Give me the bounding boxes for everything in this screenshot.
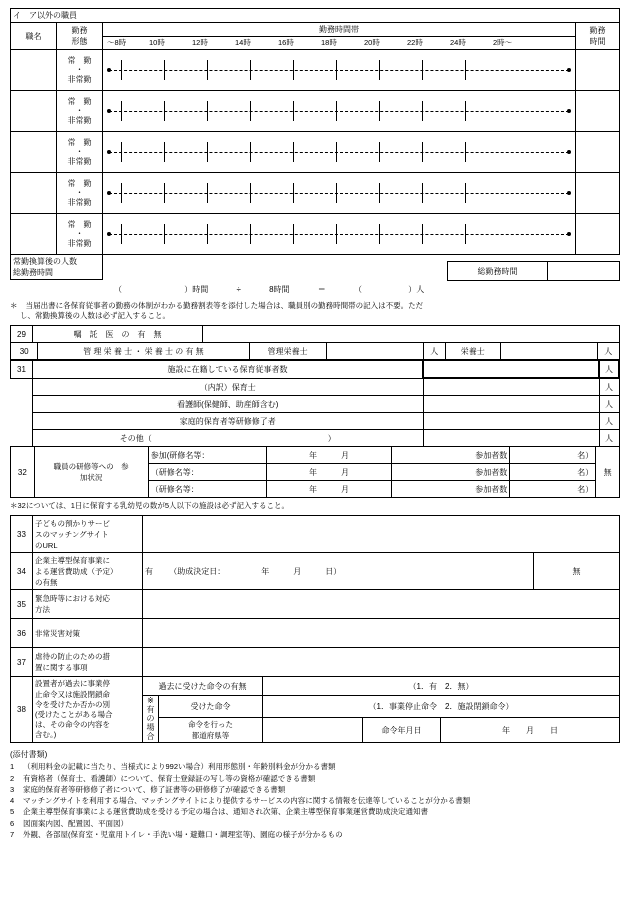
tick-label-8: 24時 bbox=[450, 38, 466, 47]
item-32-label: 職員の研修等への 参 加状況 bbox=[34, 447, 148, 498]
attachments-title: (添付書類) bbox=[10, 750, 48, 760]
band-tick bbox=[336, 60, 337, 80]
attachment-text: 外観、各部屋(保育室・児童用トイレ・手洗い場・避難口・調理室等)、園庭の様子が分かるもの bbox=[23, 829, 343, 839]
item-34-table bbox=[10, 552, 620, 590]
band-tick bbox=[379, 183, 380, 203]
item-36-number: 36 bbox=[11, 619, 33, 648]
attachment-text: 企業主導型保育事業による運営費助成を受ける予定の場合は、通知され次第、企業主導型保育事業運営費助成決定通知書 bbox=[23, 807, 428, 817]
attachment-number: 6 bbox=[10, 818, 15, 828]
section-title: イ ア以外の職員 bbox=[11, 9, 620, 23]
fte-label-line2: 総勤務時間 bbox=[13, 268, 53, 277]
band-tick bbox=[336, 183, 337, 203]
item-31-sub-numcell bbox=[11, 378, 33, 396]
band-tick bbox=[121, 142, 122, 162]
band-tick bbox=[207, 101, 208, 121]
item-30-number: 30 bbox=[11, 343, 38, 360]
header-job: 職名 bbox=[11, 23, 57, 50]
header-time-band: 勤務時間帯 bbox=[103, 23, 576, 37]
time-band[interactable] bbox=[103, 174, 575, 212]
item-31-sub-unit: 人 bbox=[599, 378, 619, 396]
band-tick bbox=[293, 142, 294, 162]
item-36-row bbox=[11, 619, 620, 648]
band-tick bbox=[422, 101, 423, 121]
time-band-cell[interactable] bbox=[103, 50, 576, 91]
band-tick bbox=[207, 224, 208, 244]
band-tick bbox=[164, 224, 165, 244]
item-31-sub-label: 看護師(保健師、助産師含む) bbox=[33, 396, 424, 413]
attachments-list bbox=[10, 761, 620, 840]
item-38-side-label: ※有 の場 合 bbox=[143, 696, 159, 743]
time-ticks bbox=[103, 37, 576, 50]
band-line bbox=[109, 152, 569, 153]
attachment-item bbox=[10, 829, 620, 840]
formula-spacer bbox=[10, 280, 102, 298]
band-tick bbox=[121, 60, 122, 80]
item-33-row bbox=[11, 516, 620, 553]
attachment-item bbox=[10, 761, 620, 772]
item-32-count-label-2: 参加者数 bbox=[391, 481, 509, 498]
time-band[interactable] bbox=[103, 92, 575, 130]
item-38-row3-sub-value[interactable]: 年 月 日 bbox=[441, 717, 620, 743]
item-31-label: 施設に在籍している保育従事者数 bbox=[33, 360, 424, 378]
item-30-row bbox=[11, 343, 620, 360]
item-32-date-1[interactable]: 年 月 bbox=[267, 464, 392, 481]
band-line bbox=[109, 111, 569, 112]
staff-row bbox=[11, 50, 620, 91]
work-hours-input[interactable] bbox=[576, 50, 620, 91]
work-hours-input[interactable] bbox=[576, 214, 620, 255]
item-31-sub-input[interactable] bbox=[423, 430, 599, 447]
fte-label-line1: 常勤換算後の人数 bbox=[13, 257, 77, 266]
band-tick bbox=[293, 224, 294, 244]
attachment-item bbox=[10, 784, 620, 795]
item-31-sub-unit: 人 bbox=[599, 413, 619, 430]
item-33-label: 子どもの預かりサービ スのマッチングサイト のURL bbox=[33, 516, 143, 553]
form-page bbox=[0, 8, 630, 911]
band-tick bbox=[422, 183, 423, 203]
note-1 bbox=[10, 301, 620, 321]
item-30-table bbox=[10, 342, 620, 360]
attachment-text: 家庭的保育者等研修修了者について、修了証書等の研修修了が確認できる書類 bbox=[23, 784, 286, 794]
time-tick-labels bbox=[103, 37, 575, 49]
tick-label-0: ～8時 bbox=[107, 38, 127, 47]
band-line bbox=[109, 234, 569, 235]
job-name-input[interactable] bbox=[11, 214, 57, 255]
band-tick bbox=[336, 224, 337, 244]
item-32-name-0[interactable]: 参加(研修名等： bbox=[148, 447, 266, 464]
band-tick bbox=[121, 183, 122, 203]
band-dot bbox=[107, 68, 111, 72]
formula-right-blank bbox=[448, 280, 620, 298]
work-form-cell: 常 勤 ・ 非常勤 bbox=[57, 132, 103, 173]
band-dot bbox=[107, 150, 111, 154]
staff-table bbox=[10, 8, 620, 280]
band-tick bbox=[164, 101, 165, 121]
item-31-sub-unit: 人 bbox=[599, 396, 619, 413]
item-31-sub-numcell bbox=[11, 430, 33, 447]
item-35-value[interactable] bbox=[143, 590, 620, 619]
work-form-cell: 常 勤 ・ 非常勤 bbox=[57, 91, 103, 132]
band-tick bbox=[293, 183, 294, 203]
item-31-sub-row bbox=[11, 396, 620, 413]
item-37-number: 37 bbox=[11, 648, 33, 677]
attachment-item bbox=[10, 806, 620, 817]
item-29-value[interactable] bbox=[203, 326, 620, 343]
band-tick bbox=[336, 142, 337, 162]
time-band-cell[interactable] bbox=[103, 214, 576, 255]
item-31-sub-numcell bbox=[11, 413, 33, 430]
item-38-row1-label: 過去に受けた命令の有無 bbox=[143, 677, 263, 696]
band-tick bbox=[422, 60, 423, 80]
item-32-count-unit-1[interactable]: 名） bbox=[510, 464, 596, 481]
staff-header-row bbox=[11, 23, 620, 37]
band-dot bbox=[107, 109, 111, 113]
item-31-sub-unit: 人 bbox=[599, 430, 619, 447]
band-dot bbox=[567, 150, 571, 154]
tick-label-2: 12時 bbox=[192, 38, 208, 47]
item-37-value[interactable] bbox=[143, 648, 620, 677]
item-32-date-0[interactable]: 年 月 bbox=[267, 447, 392, 464]
band-tick bbox=[250, 224, 251, 244]
item-30-sub2-input[interactable] bbox=[500, 343, 597, 360]
item-33-number: 33 bbox=[11, 516, 33, 553]
item-32-name-1[interactable]: （研修名等： bbox=[148, 464, 266, 481]
tick-label-9: 2時～ bbox=[493, 38, 513, 47]
attachment-number: 1 bbox=[10, 762, 15, 772]
total-hours-table bbox=[10, 261, 620, 281]
item-33-table bbox=[10, 515, 620, 553]
item-31-total-input[interactable] bbox=[423, 360, 599, 378]
item-31-table bbox=[10, 359, 620, 447]
item-32-side[interactable]: 無 bbox=[596, 447, 620, 498]
band-tick bbox=[379, 224, 380, 244]
item-31-sub-numcell bbox=[11, 396, 33, 413]
item-32-table bbox=[10, 446, 620, 498]
band-tick bbox=[121, 101, 122, 121]
attachment-text: 有資格者（保育士、看護師）について、保育士登録証の写し等の資格が確認できる書類 bbox=[23, 773, 316, 783]
item-35-number: 35 bbox=[11, 590, 33, 619]
item-38-row2-label: 受けた命令 bbox=[159, 696, 263, 717]
item-32-count-unit-0[interactable]: 名） bbox=[510, 447, 596, 464]
band-tick bbox=[422, 142, 423, 162]
band-tick bbox=[207, 142, 208, 162]
item-29-table bbox=[10, 325, 620, 343]
formula-cell[interactable] bbox=[102, 280, 448, 298]
tick-label-3: 14時 bbox=[235, 38, 251, 47]
band-tick bbox=[250, 101, 251, 121]
attachment-number: 5 bbox=[10, 807, 15, 817]
item-29-label: 嘱 託 医 の 有 無 bbox=[33, 326, 203, 343]
item-30-sub1-unit: 人 bbox=[423, 343, 445, 360]
attachments bbox=[10, 749, 620, 840]
work-form-cell: 常 勤 ・ 非常勤 bbox=[57, 173, 103, 214]
note-1-mark: ＊ bbox=[10, 301, 18, 310]
item-38-number: 38 bbox=[11, 677, 33, 743]
band-tick bbox=[465, 183, 466, 203]
item-34-detail: （助成決定日： 年 月 日） bbox=[169, 566, 342, 576]
item-38-row-1 bbox=[11, 677, 620, 696]
formula-people: ）人 bbox=[408, 284, 425, 294]
attachment-text: （利用料金の記載に当たり、当様式により992い場合）利用形態別・年齢別料金が分かる書類 bbox=[23, 762, 336, 772]
item-29-number: 29 bbox=[11, 326, 33, 343]
total-hours-row bbox=[10, 262, 620, 281]
attachment-number: 2 bbox=[10, 773, 15, 783]
header-work-form: 勤務 形態 bbox=[57, 23, 103, 50]
work-hours-input[interactable] bbox=[576, 132, 620, 173]
band-dot bbox=[567, 191, 571, 195]
item-38-row1-value[interactable]: （1．有 2．無） bbox=[263, 677, 620, 696]
item-31-unit: 人 bbox=[599, 360, 619, 378]
note-1-line1: 当届出書に各保育従事者の勤務の体制がわかる勤務割表等を添付した場合は、職員別の勤務時間帯の記入は不要。ただ bbox=[25, 301, 424, 310]
item-32-row bbox=[11, 447, 620, 464]
band-tick bbox=[293, 101, 294, 121]
band-tick bbox=[207, 60, 208, 80]
total-hours-value[interactable] bbox=[548, 262, 620, 281]
work-form-cell: 常 勤 ・ 非常勤 bbox=[57, 214, 103, 255]
item-32-name-2[interactable]: （研修名等： bbox=[148, 481, 266, 498]
item-30-sub1-label: 管理栄養士 bbox=[249, 343, 326, 360]
attachment-text: マッチングサイトを利用する場合、マッチングサイトにより提供するサービスの内容に関する情報を伝達等していることが分かる書類 bbox=[23, 796, 471, 806]
staff-row bbox=[11, 214, 620, 255]
band-dot bbox=[567, 232, 571, 236]
attachment-number: 7 bbox=[10, 829, 15, 839]
item-34-number: 34 bbox=[11, 553, 33, 590]
item-32-date-2[interactable]: 年 月 bbox=[267, 481, 392, 498]
band-dot bbox=[567, 68, 571, 72]
item-37-row bbox=[11, 648, 620, 677]
tick-label-7: 22時 bbox=[407, 38, 423, 47]
item-31-sub-input[interactable] bbox=[423, 413, 599, 430]
band-tick bbox=[465, 60, 466, 80]
section-title-row bbox=[11, 9, 620, 23]
time-tick-row bbox=[11, 37, 620, 50]
job-name-input[interactable] bbox=[11, 173, 57, 214]
item-38-row2-value[interactable]: （1．事業停止命令 2．施設閉鎖命令） bbox=[263, 696, 620, 717]
band-tick bbox=[379, 142, 380, 162]
work-form-cell: 常 勤 ・ 非常勤 bbox=[57, 50, 103, 91]
band-tick bbox=[465, 101, 466, 121]
job-name-input[interactable] bbox=[11, 132, 57, 173]
band-line bbox=[109, 193, 569, 194]
attachment-text: 図面案内図、配置図、平面図） bbox=[23, 818, 128, 828]
attachment-item bbox=[10, 818, 620, 829]
formula-open: （ bbox=[114, 284, 122, 294]
band-tick bbox=[207, 183, 208, 203]
item-35-row bbox=[11, 590, 620, 619]
formula-hours: ）時間 bbox=[184, 284, 209, 294]
band-line bbox=[109, 70, 569, 71]
band-tick bbox=[379, 101, 380, 121]
item-38-table bbox=[10, 676, 620, 743]
work-hours-input[interactable] bbox=[576, 91, 620, 132]
item-38-row3-label: 命令を行った 都道府県等 bbox=[159, 717, 263, 743]
band-tick bbox=[164, 183, 165, 203]
item-31-sub-input[interactable] bbox=[423, 396, 599, 413]
spacer-mid bbox=[102, 262, 448, 281]
time-band[interactable] bbox=[103, 133, 575, 171]
formula-eight: 8時間 bbox=[269, 284, 290, 294]
header-work-hours: 勤務 時間 bbox=[576, 23, 620, 50]
band-tick bbox=[164, 142, 165, 162]
band-tick bbox=[336, 101, 337, 121]
work-hours-input[interactable] bbox=[576, 173, 620, 214]
item-31-sub-row bbox=[11, 378, 620, 396]
item-34-yes-cell[interactable] bbox=[143, 553, 534, 590]
item-31-main-row bbox=[11, 360, 620, 378]
band-tick bbox=[293, 60, 294, 80]
item-37-label: 虐待の防止のための措 置に関する事項 bbox=[33, 648, 143, 677]
item-30-label: 管 理 栄 養 士 ・ 栄 養 士 の 有 無 bbox=[38, 343, 249, 360]
attachment-item bbox=[10, 773, 620, 784]
band-tick bbox=[250, 60, 251, 80]
item-31-sub-row bbox=[11, 430, 620, 447]
item-29-row bbox=[11, 326, 620, 343]
band-tick bbox=[465, 224, 466, 244]
tick-label-6: 20時 bbox=[364, 38, 380, 47]
item-30-sub2-unit: 人 bbox=[597, 343, 619, 360]
fte-formula-row bbox=[10, 280, 620, 298]
item-38-row3-sub-label: 命令年月日 bbox=[363, 717, 441, 743]
formula-equals: ＝ bbox=[317, 284, 326, 294]
job-name-input[interactable] bbox=[11, 91, 57, 132]
item-34-yes: 有 bbox=[145, 566, 153, 576]
tick-label-1: 10時 bbox=[149, 38, 165, 47]
band-dot bbox=[107, 191, 111, 195]
note-1-line2: し、常勤換算後の人数は必ず記入すること。 bbox=[20, 311, 170, 321]
staff-row bbox=[11, 132, 620, 173]
note-32: ＊32については、1日に保育する乳幼児の数が5人以下の施設は必ず記入すること。 bbox=[10, 501, 290, 511]
formula-open2: （ bbox=[354, 284, 363, 294]
band-tick bbox=[121, 224, 122, 244]
item-31-number: 31 bbox=[11, 360, 33, 378]
band-tick bbox=[164, 60, 165, 80]
item-32-count-label-0: 参加者数 bbox=[391, 447, 509, 464]
item-30-sub1-input[interactable] bbox=[326, 343, 423, 360]
item-31-sub-label: 家庭的保育者等研修修了者 bbox=[33, 413, 424, 430]
band-tick bbox=[250, 183, 251, 203]
item-31-sub-row bbox=[11, 413, 620, 430]
item-31-sub-input[interactable] bbox=[423, 378, 599, 396]
total-hours-label: 総勤務時間 bbox=[448, 262, 548, 281]
item-31-sub-label: その他（ ） bbox=[33, 430, 424, 447]
band-dot bbox=[107, 232, 111, 236]
time-band-cell[interactable] bbox=[103, 132, 576, 173]
item-32-count-label-1: 参加者数 bbox=[391, 464, 509, 481]
band-tick bbox=[379, 60, 380, 80]
staff-row bbox=[11, 91, 620, 132]
item-35-table bbox=[10, 589, 620, 677]
item-32-number: 32 bbox=[11, 447, 35, 498]
formula-divide: ÷ bbox=[236, 284, 241, 294]
attachment-number: 4 bbox=[10, 796, 15, 806]
band-tick bbox=[465, 142, 466, 162]
time-band-cell[interactable] bbox=[103, 91, 576, 132]
item-34-label: 企業主導型保育事業に よる運営費助成（予定） の有無 bbox=[33, 553, 143, 590]
attachment-number: 3 bbox=[10, 784, 15, 794]
fte-formula-table bbox=[10, 280, 620, 298]
band-dot bbox=[567, 109, 571, 113]
item-36-value[interactable] bbox=[143, 619, 620, 648]
time-band-cell[interactable] bbox=[103, 173, 576, 214]
tick-label-5: 18時 bbox=[321, 38, 337, 47]
item-34-row bbox=[11, 553, 620, 590]
item-33-value[interactable] bbox=[143, 516, 620, 553]
item-38-pref-input[interactable] bbox=[263, 717, 363, 743]
band-tick bbox=[422, 224, 423, 244]
item-32-count-unit-2[interactable]: 名） bbox=[510, 481, 596, 498]
time-band[interactable] bbox=[103, 51, 575, 89]
staff-row bbox=[11, 173, 620, 214]
item-30-sub2-label: 栄養士 bbox=[445, 343, 500, 360]
item-31-sub-label: （内訳）保育士 bbox=[33, 378, 424, 396]
tick-label-4: 16時 bbox=[278, 38, 294, 47]
band-tick bbox=[250, 142, 251, 162]
item-34-no[interactable]: 無 bbox=[534, 553, 620, 590]
time-band[interactable] bbox=[103, 215, 575, 253]
item-35-label: 緊急時等における対応 方法 bbox=[33, 590, 143, 619]
attachment-item bbox=[10, 795, 620, 806]
item-36-label: 非常災害対策 bbox=[33, 619, 143, 648]
item-38-label: 設置者が過去に事業停 止命令又は施設閉鎖命 令を受けたか否かの別 (受けたことがある場合 は、その命令の内容を 含む。) bbox=[33, 677, 143, 743]
job-name-input[interactable] bbox=[11, 50, 57, 91]
